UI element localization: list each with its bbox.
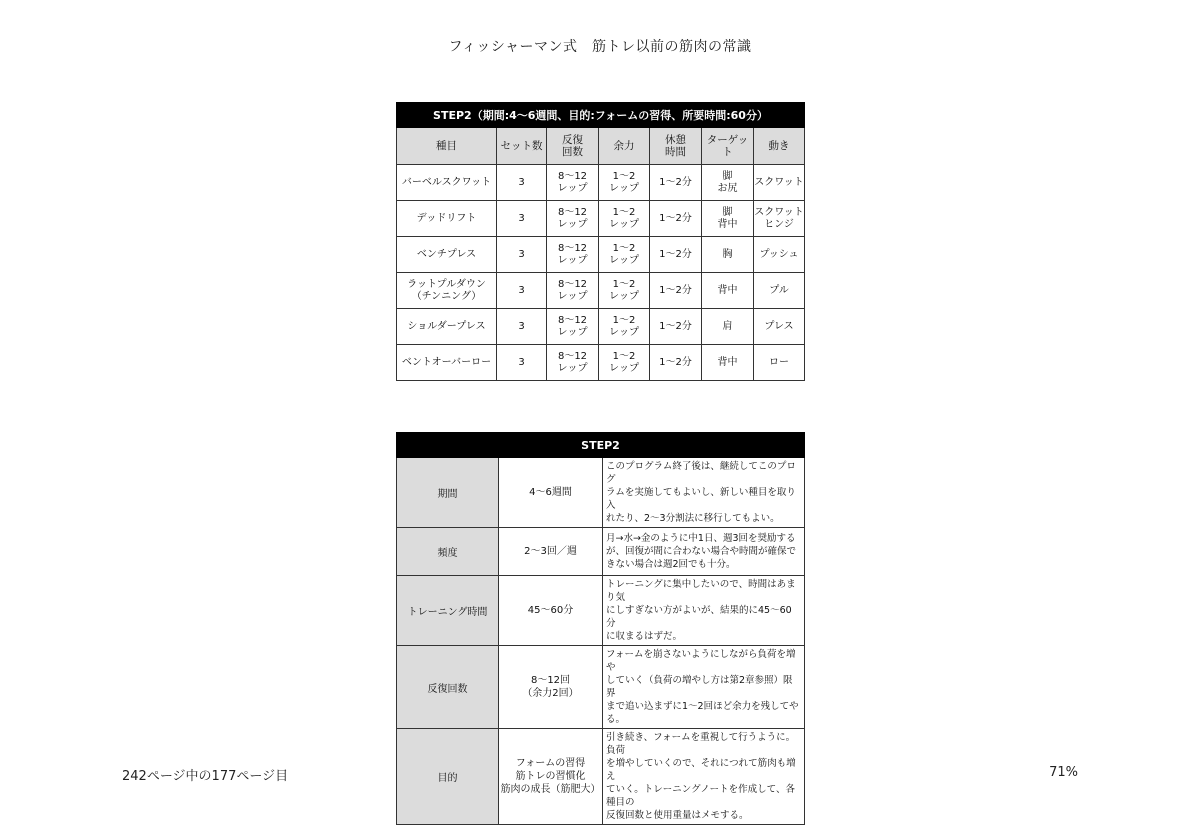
table1-header-cell [650, 128, 702, 165]
exercise-cell-line: ベントオーバーロー [401, 356, 492, 368]
table1-header-cell [497, 128, 547, 165]
reserve-cell [599, 165, 650, 201]
reserve-cell-line: レップ [609, 254, 639, 266]
reps-cell-line: 8〜12 [557, 278, 588, 290]
row-description-cell-line: していく（負荷の増やし方は第2章参照）限界 [606, 675, 793, 699]
target-cell [702, 201, 754, 237]
exercise-cell [397, 345, 497, 381]
exercise-cell-line: ベンチプレス [416, 248, 477, 260]
exercise-cell-line: バーベルスクワット [401, 176, 492, 188]
table1-header-cell-line: 反復 [562, 134, 583, 146]
reserve-cell [599, 273, 650, 309]
table1-header-cell-line: ターゲット [706, 134, 749, 158]
target-cell-line: 背中 [717, 218, 738, 230]
table1-header-cell-line: 動き [768, 140, 790, 152]
table-row [397, 646, 805, 729]
reps-cell-line: 8〜12 [557, 206, 588, 218]
reserve-cell-line: 1〜2 [612, 278, 636, 290]
reserve-cell-line: レップ [609, 326, 639, 338]
table1-header-cell-line: 種目 [436, 140, 457, 152]
reps-cell [547, 273, 599, 309]
target-cell-line: 胸 [722, 248, 733, 260]
reps-cell [547, 165, 599, 201]
row-description-cell-line: 反復回数と使用重量はメモする。 [606, 810, 749, 821]
row-description-cell-line: にしすぎない方がよいが、結果的に45〜60分 [606, 605, 792, 629]
reserve-cell [599, 345, 650, 381]
row-value-cell [499, 458, 603, 528]
rest-cell: 1〜2分 [650, 345, 702, 381]
table1-caption: STEP2（期間:4〜6週間、目的:フォームの習得、所要時間:60分） [397, 103, 805, 128]
exercise-cell [397, 237, 497, 273]
target-cell-line: 脚 [722, 206, 733, 218]
reps-cell-line: 8〜12 [557, 242, 588, 254]
row-description-cell [603, 528, 805, 576]
table1-header-cell [397, 128, 497, 165]
table1-header-cell-line: 回数 [562, 146, 583, 158]
rest-cell: 1〜2分 [650, 309, 702, 345]
row-description-cell-line: ていく。トレーニングノートを作成して、各種目の [606, 784, 795, 808]
movement-cell [754, 273, 805, 309]
row-value-cell-line: フォームの習得 [515, 758, 586, 769]
sets-cell: 3 [497, 165, 547, 201]
row-value-cell-line: 筋肉の成長（筋肥大） [500, 784, 601, 795]
target-cell-line: 肩 [722, 320, 733, 332]
row-label-cell: 頻度 [397, 528, 499, 576]
sets-cell: 3 [497, 273, 547, 309]
movement-cell [754, 237, 805, 273]
table-row [397, 201, 805, 237]
table1-header-cell-line: 休憩 [665, 134, 686, 146]
exercise-cell-line: ショルダープレス [407, 320, 486, 332]
row-description-cell-line: る。 [606, 714, 626, 725]
table-row [397, 576, 805, 646]
movement-cell-line: ロー [769, 356, 790, 368]
row-description-cell-line: まで追い込まずに1〜2回ほど余力を残してや [606, 701, 799, 712]
row-description-cell-line: 引き続き、フォームを重視して行うように。負荷 [606, 732, 796, 756]
movement-cell [754, 201, 805, 237]
step2-summary-table [396, 432, 805, 825]
reps-cell-line: レップ [557, 254, 588, 266]
row-label-cell: トレーニング時間 [397, 576, 499, 646]
target-cell-line: 背中 [717, 356, 738, 368]
movement-cell [754, 345, 805, 381]
rest-cell: 1〜2分 [650, 201, 702, 237]
exercise-cell-line: （チンニング） [411, 290, 482, 302]
table1-header-cell-line: 時間 [665, 146, 686, 158]
row-description-cell-line: に収まるはずだ。 [606, 631, 683, 642]
reserve-cell-line: 1〜2 [612, 242, 636, 254]
movement-cell [754, 309, 805, 345]
row-label-cell: 目的 [397, 729, 499, 825]
row-description-cell-line: が、回復が間に合わない場合や時間が確保で [606, 546, 797, 557]
row-description-cell-line: トレーニングに集中したいので、時間はあまり気 [606, 579, 796, 603]
target-cell [702, 309, 754, 345]
table1-header-cell [754, 128, 805, 165]
exercise-cell [397, 309, 497, 345]
reps-cell [547, 345, 599, 381]
page-counter: 242ページ中の177ページ目 [122, 769, 289, 784]
table-row [397, 237, 805, 273]
rest-cell: 1〜2分 [650, 165, 702, 201]
rest-cell: 1〜2分 [650, 237, 702, 273]
table1-header-cell-line: セット数 [500, 140, 543, 152]
rest-cell: 1〜2分 [650, 273, 702, 309]
sets-cell: 3 [497, 237, 547, 273]
table2-caption: STEP2 [397, 433, 805, 458]
row-description-cell [603, 458, 805, 528]
step2-exercise-table [396, 102, 805, 381]
target-cell-line: 脚 [722, 170, 733, 182]
exercise-cell [397, 273, 497, 309]
target-cell-line: 背中 [717, 284, 738, 296]
sets-cell: 3 [497, 201, 547, 237]
table-row [397, 309, 805, 345]
movement-cell [754, 165, 805, 201]
table-row [397, 273, 805, 309]
exercise-cell-line: デッドリフト [416, 212, 477, 224]
row-value-cell-line: 8〜12回 [530, 675, 571, 686]
reps-cell [547, 201, 599, 237]
reserve-cell-line: 1〜2 [612, 206, 636, 218]
reps-cell-line: 8〜12 [557, 350, 588, 362]
row-label-cell: 期間 [397, 458, 499, 528]
table1-header-cell [547, 128, 599, 165]
reserve-cell-line: レップ [609, 362, 639, 374]
table-row [397, 729, 805, 825]
row-value-cell [499, 576, 603, 646]
table-row [397, 165, 805, 201]
row-description-cell-line: 月→水→金のように中1日、週3回を奨励する [606, 533, 796, 544]
target-cell [702, 345, 754, 381]
reserve-cell-line: レップ [609, 218, 639, 230]
reserve-cell-line: 1〜2 [612, 350, 636, 362]
reps-cell [547, 309, 599, 345]
reps-cell-line: レップ [557, 362, 588, 374]
movement-cell-line: スクワット [754, 206, 804, 218]
reps-cell-line: レップ [557, 326, 588, 338]
exercise-cell-line: ラットプルダウン [407, 278, 486, 290]
table1-header-cell [702, 128, 754, 165]
reps-cell-line: 8〜12 [557, 314, 588, 326]
target-cell [702, 237, 754, 273]
reserve-cell [599, 237, 650, 273]
movement-cell-line: プッシュ [759, 248, 799, 260]
target-cell-line: お尻 [717, 182, 738, 194]
row-value-cell-line: 4〜6週間 [529, 487, 572, 498]
movement-cell-line: ヒンジ [764, 218, 794, 230]
exercise-cell [397, 165, 497, 201]
row-description-cell [603, 646, 805, 729]
row-value-cell [499, 729, 603, 825]
table1-header-cell-line: 余力 [613, 140, 635, 152]
row-description-cell-line: このプログラム終了後は、継続してこのプログ [606, 461, 796, 485]
table1-header-row [397, 128, 805, 165]
movement-cell-line: プレス [764, 320, 794, 332]
row-description-cell-line: きない場合は週2回でも十分。 [606, 559, 736, 570]
sets-cell: 3 [497, 309, 547, 345]
reps-cell-line: レップ [557, 182, 588, 194]
reserve-cell-line: レップ [609, 182, 639, 194]
row-label-cell: 反復回数 [397, 646, 499, 729]
reserve-cell [599, 201, 650, 237]
movement-cell-line: スクワット [754, 176, 804, 188]
row-value-cell [499, 646, 603, 729]
movement-cell-line: プル [769, 284, 789, 296]
table-row [397, 458, 805, 528]
book-title: フィッシャーマン式 筋トレ以前の筋肉の常識 [448, 39, 752, 55]
row-description-cell-line: ラムを実施してもよいし、新しい種目を取り入 [606, 487, 796, 511]
exercise-cell [397, 201, 497, 237]
row-description-cell-line: フォームを崩さないようにしながら負荷を増や [606, 649, 796, 673]
row-value-cell-line: （余力2回） [522, 688, 579, 699]
target-cell [702, 273, 754, 309]
row-value-cell [499, 528, 603, 576]
table1-header-cell [599, 128, 650, 165]
reserve-cell-line: レップ [609, 290, 639, 302]
target-cell [702, 165, 754, 201]
row-description-cell-line: れたり、2〜3分割法に移行してもよい。 [606, 513, 780, 524]
reps-cell-line: 8〜12 [557, 170, 588, 182]
reps-cell [547, 237, 599, 273]
reserve-cell [599, 309, 650, 345]
row-description-cell [603, 729, 805, 825]
row-description-cell-line: を増やしていくので、それにつれて筋肉も増え [606, 758, 796, 782]
reps-cell-line: レップ [557, 290, 588, 302]
sets-cell: 3 [497, 345, 547, 381]
row-description-cell [603, 576, 805, 646]
row-value-cell-line: 2〜3回／週 [524, 546, 577, 557]
row-value-cell-line: 45〜60分 [527, 605, 574, 616]
reps-cell-line: レップ [557, 218, 588, 230]
zoom-level: 71% [1049, 765, 1078, 780]
table-row [397, 528, 805, 576]
reserve-cell-line: 1〜2 [612, 170, 636, 182]
reserve-cell-line: 1〜2 [612, 314, 636, 326]
table-row [397, 345, 805, 381]
row-value-cell-line: 筋トレの習慣化 [515, 771, 586, 782]
